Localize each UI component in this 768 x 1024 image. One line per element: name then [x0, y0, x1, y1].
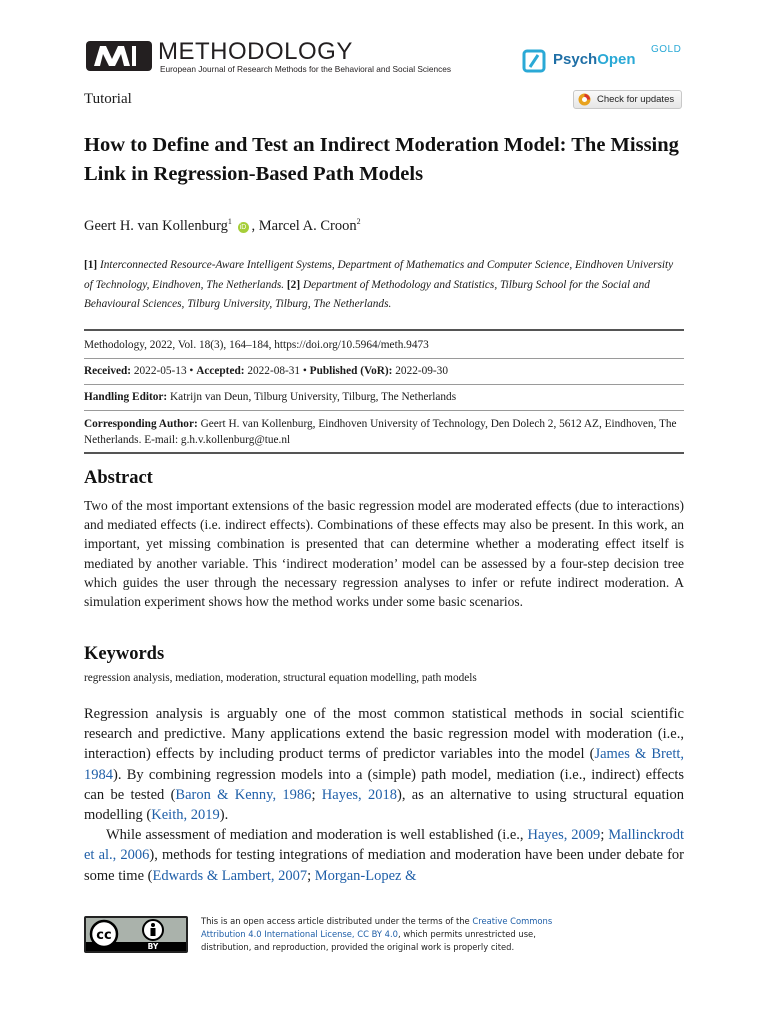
citation-link[interactable]: Mallinckrodt et al., 2006 — [84, 827, 684, 864]
by-label: BY — [147, 942, 159, 951]
author-list: Geert H. van Kollenburg$^1$ iD , Marcel A. Croon$^2$ — [84, 217, 361, 234]
psychopen-logo: PsychOpen — [553, 51, 636, 68]
check-updates-icon — [578, 93, 591, 106]
affiliation-text: Department of Methodology and Statistics, Tilburg School for the Social and Behavioural Sciences, Tilburg University, Tilburg, The Netherlands. — [84, 278, 650, 310]
license-notice: This is an open access article distributed under the terms of the Creative Commons Attribution 4.0 International License, CC BY 4.0, which permits unrestricted use, distribution, and reproduction, provided the original work is properly cited. — [201, 916, 553, 952]
citation-link[interactable]: Baron & Kenny, 1986 — [175, 786, 312, 803]
article-type: Tutorial — [84, 91, 132, 107]
divider — [84, 358, 684, 359]
article-title: How to Define and Test an Indirect Moderation Model: The Missing Link in Regression-Based Path Models — [84, 134, 679, 185]
citation-line: Methodology, 2022, Vol. 18(3), 164–184, https://doi.org/10.5964/meth.9473 — [84, 339, 429, 351]
paragraph: While assessment of mediation and moderation is well established (i.e., Hayes, 2009; Mallinckrodt et al., 2006), methods for testing integrations of mediation and moderation have been under debate for some time (Edwards & Lambert, 2007; Morgan-Lopez & — [84, 827, 684, 884]
psychopen-logo-icon — [522, 49, 546, 73]
citation-link[interactable]: Hayes, 2009 — [527, 827, 601, 844]
orcid-icon[interactable]: iD — [238, 222, 249, 233]
citation-link[interactable]: James & Brett, 1984 — [84, 746, 684, 783]
license-link[interactable]: Creative Commons Attribution 4.0 International License, CC BY 4.0 — [201, 916, 553, 939]
affiliation-text: Interconnected Resource-Aware Intelligent Systems, Department of Mathematics and Computer Science, Eindhoven University of Technology, Eindhoven, The Netherlands. — [84, 259, 674, 291]
cc-label: cc — [96, 928, 112, 943]
paragraph: Regression analysis is arguably one of the most common statistical methods in social scientific research and predictive. Many applications extend the basic regression model with moderation (i.e., interaction) effects by including product terms of predictor variables into the model (James & Brett, 1984). By combining regression models into a (simple) path model, mediation (i.e., indirect) effects can be tested (Baron & Kenny, 1986; Hayes, 2018), as an alternative to using structural equation modelling (Keith, 2019). — [84, 706, 684, 824]
handling-editor: Handling Editor: Katrijn van Deun, Tilburg University, Tilburg, The Netherlands — [84, 391, 457, 403]
dates-line: Received: 2022-05-13 • Accepted: 2022-08-31 • Published (VoR): 2022-09-30 — [84, 365, 448, 377]
divider — [84, 452, 684, 454]
affiliation-number: [2] — [286, 278, 301, 291]
citation-link[interactable]: Edwards & Lambert, 2007 — [152, 867, 308, 884]
abstract-heading: Abstract — [84, 468, 153, 488]
citation-link[interactable]: Keith, 2019 — [151, 807, 220, 824]
keywords-heading: Keywords — [84, 644, 165, 664]
journal-subtitle: European Journal of Research Methods for the Behavioral and Social Sciences — [160, 64, 452, 74]
author-affiliation-marker: 2 — [356, 217, 361, 226]
check-for-updates-button[interactable] — [573, 90, 682, 109]
keywords-text: regression analysis, mediation, moderation, structural equation modelling, path models — [84, 672, 477, 684]
journal-name: METHODOLOGY — [158, 38, 353, 65]
divider — [84, 384, 684, 385]
author-name[interactable]: Geert H. van Kollenburg — [84, 217, 228, 234]
author-affiliation-marker: 1 — [227, 217, 232, 226]
divider — [84, 410, 684, 411]
citation-link[interactable]: Morgan-Lopez & — [314, 867, 417, 884]
body-text — [84, 704, 684, 886]
corresponding-author: Corresponding Author: Geert H. van Kollenburg, Eindhoven University of Technology, Den Dolech 2, 5612 AZ, Eindhoven, The Netherlands. E-mail: g.h.v.kollenburg@tue.nl — [84, 418, 677, 446]
journal-logo-mark — [86, 41, 152, 71]
citation-link[interactable]: Hayes, 2018 — [321, 786, 397, 803]
abstract-text: Two of the most important extensions of the basic regression model are moderated effects (due to interactions) and mediated effects (i.e. indirect effects). Combinations of these effects may also be present. In this work, an important, yet missing combination is presented that can determine whether a moderating effect itself is mediated by another variable. This ‘indirect moderation’ model can be assessed by a four-step decision tree which guides the user through the necessary regression analyses to infer or refute indirect moderation. A simulation experiment shows how the method works under some basic scenarios. — [84, 498, 684, 610]
check-updates-label: Check for updates — [597, 94, 675, 105]
affiliation-number: [1] — [84, 259, 98, 271]
affiliations — [84, 256, 684, 315]
divider — [84, 329, 684, 331]
author-name[interactable]: Marcel A. Croon — [258, 217, 357, 234]
psychopen-gold-label: GOLD — [651, 44, 682, 55]
cc-by-license-badge[interactable] — [84, 916, 188, 953]
